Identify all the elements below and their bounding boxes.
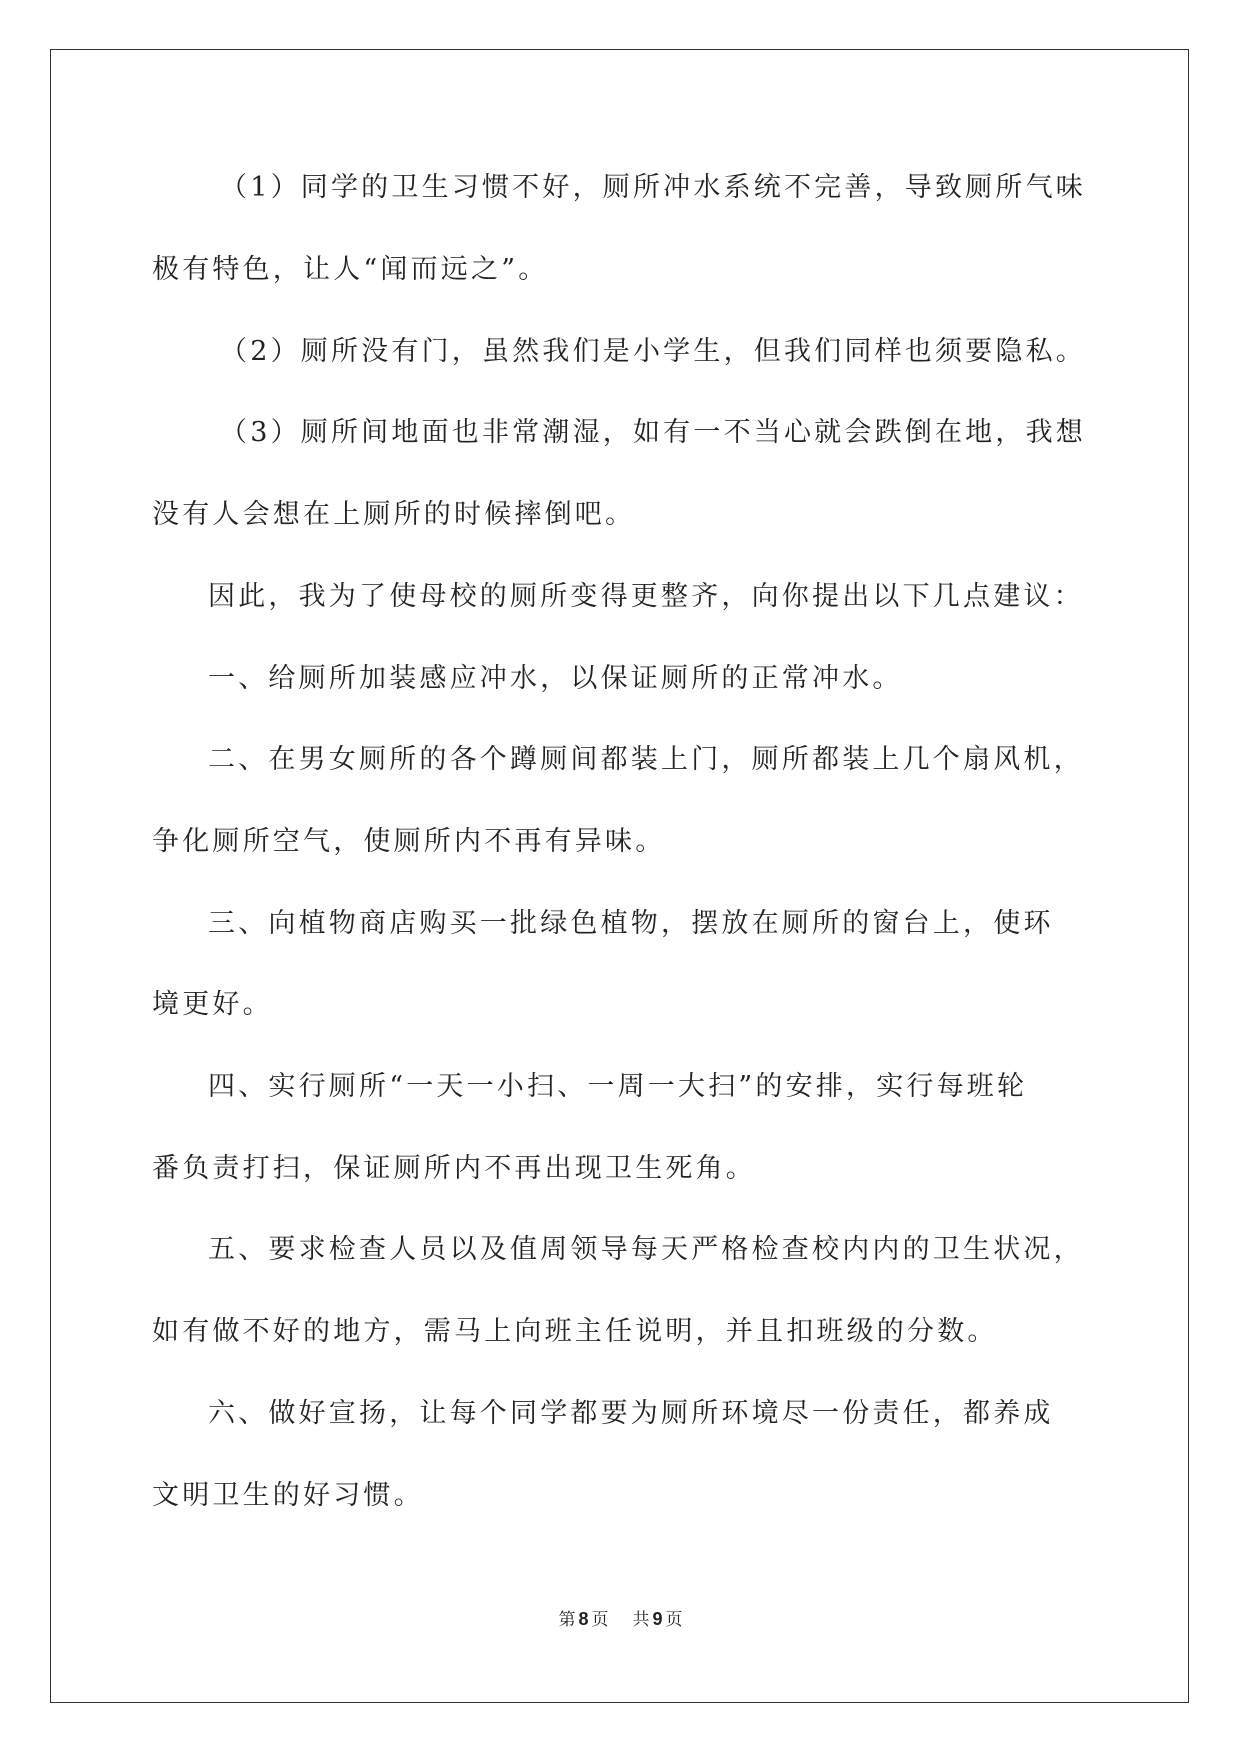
footer-page-suffix: 页: [591, 1610, 609, 1630]
paragraph-line: 二、在男女厕所的各个蹲厕间都装上门，厕所都装上几个扇风机，: [208, 744, 1084, 775]
footer-total-pages: 9: [652, 1609, 663, 1629]
footer-total-prefix: 共: [632, 1610, 650, 1630]
paragraph-line: 如有做不好的地方，需马上向班主任说明，并且扣班级的分数。: [152, 1316, 998, 1347]
paragraph-line: 极有特色，让人“闻而远之”。: [152, 254, 549, 285]
page-footer: [0, 1607, 1241, 1632]
page-border: [50, 49, 1189, 1703]
paragraph-line: 因此，我为了使母校的厕所变得更整齐，向你提出以下几点建议：: [208, 581, 1084, 612]
paragraph-line: 三、向植物商店购买一批绿色植物，摆放在厕所的窗台上，使环: [208, 908, 1054, 939]
paragraph-line: 六、做好宣扬，让每个同学都要为厕所环境尽一份责任，都养成: [208, 1398, 1054, 1429]
paragraph-line: （2）厕所没有门，虽然我们是小学生，但我们同样也须要隐私。: [220, 336, 1086, 367]
paragraph-line: 一、给厕所加装感应冲水，以保证厕所的正常冲水。: [208, 663, 903, 694]
paragraph-line: 文明卫生的好习惯。: [152, 1480, 424, 1511]
paragraph-line: 争化厕所空气，使厕所内不再有异味。: [152, 826, 666, 857]
footer-page-number: 8: [578, 1609, 589, 1629]
paragraph-line: 五、要求检查人员以及值周领导每天严格检查校内内的卫生状况，: [208, 1234, 1084, 1265]
paragraph-line: 没有人会想在上厕所的时候摔倒吧。: [152, 499, 636, 530]
paragraph-line: 境更好。: [152, 989, 273, 1020]
footer-total-suffix: 页: [665, 1610, 683, 1630]
paragraph-line: 四、实行厕所“一天一小扫、一周一大扫”的安排，实行每班轮: [208, 1071, 1028, 1102]
paragraph-line: （1）同学的卫生习惯不好，厕所冲水系统不完善，导致厕所气味: [220, 172, 1086, 203]
paragraph-line: （3）厕所间地面也非常潮湿，如有一不当心就会跌倒在地，我想: [220, 417, 1086, 448]
footer-page-prefix: 第: [558, 1610, 576, 1630]
paragraph-line: 番负责打扫，保证厕所内不再出现卫生死角。: [152, 1153, 756, 1184]
